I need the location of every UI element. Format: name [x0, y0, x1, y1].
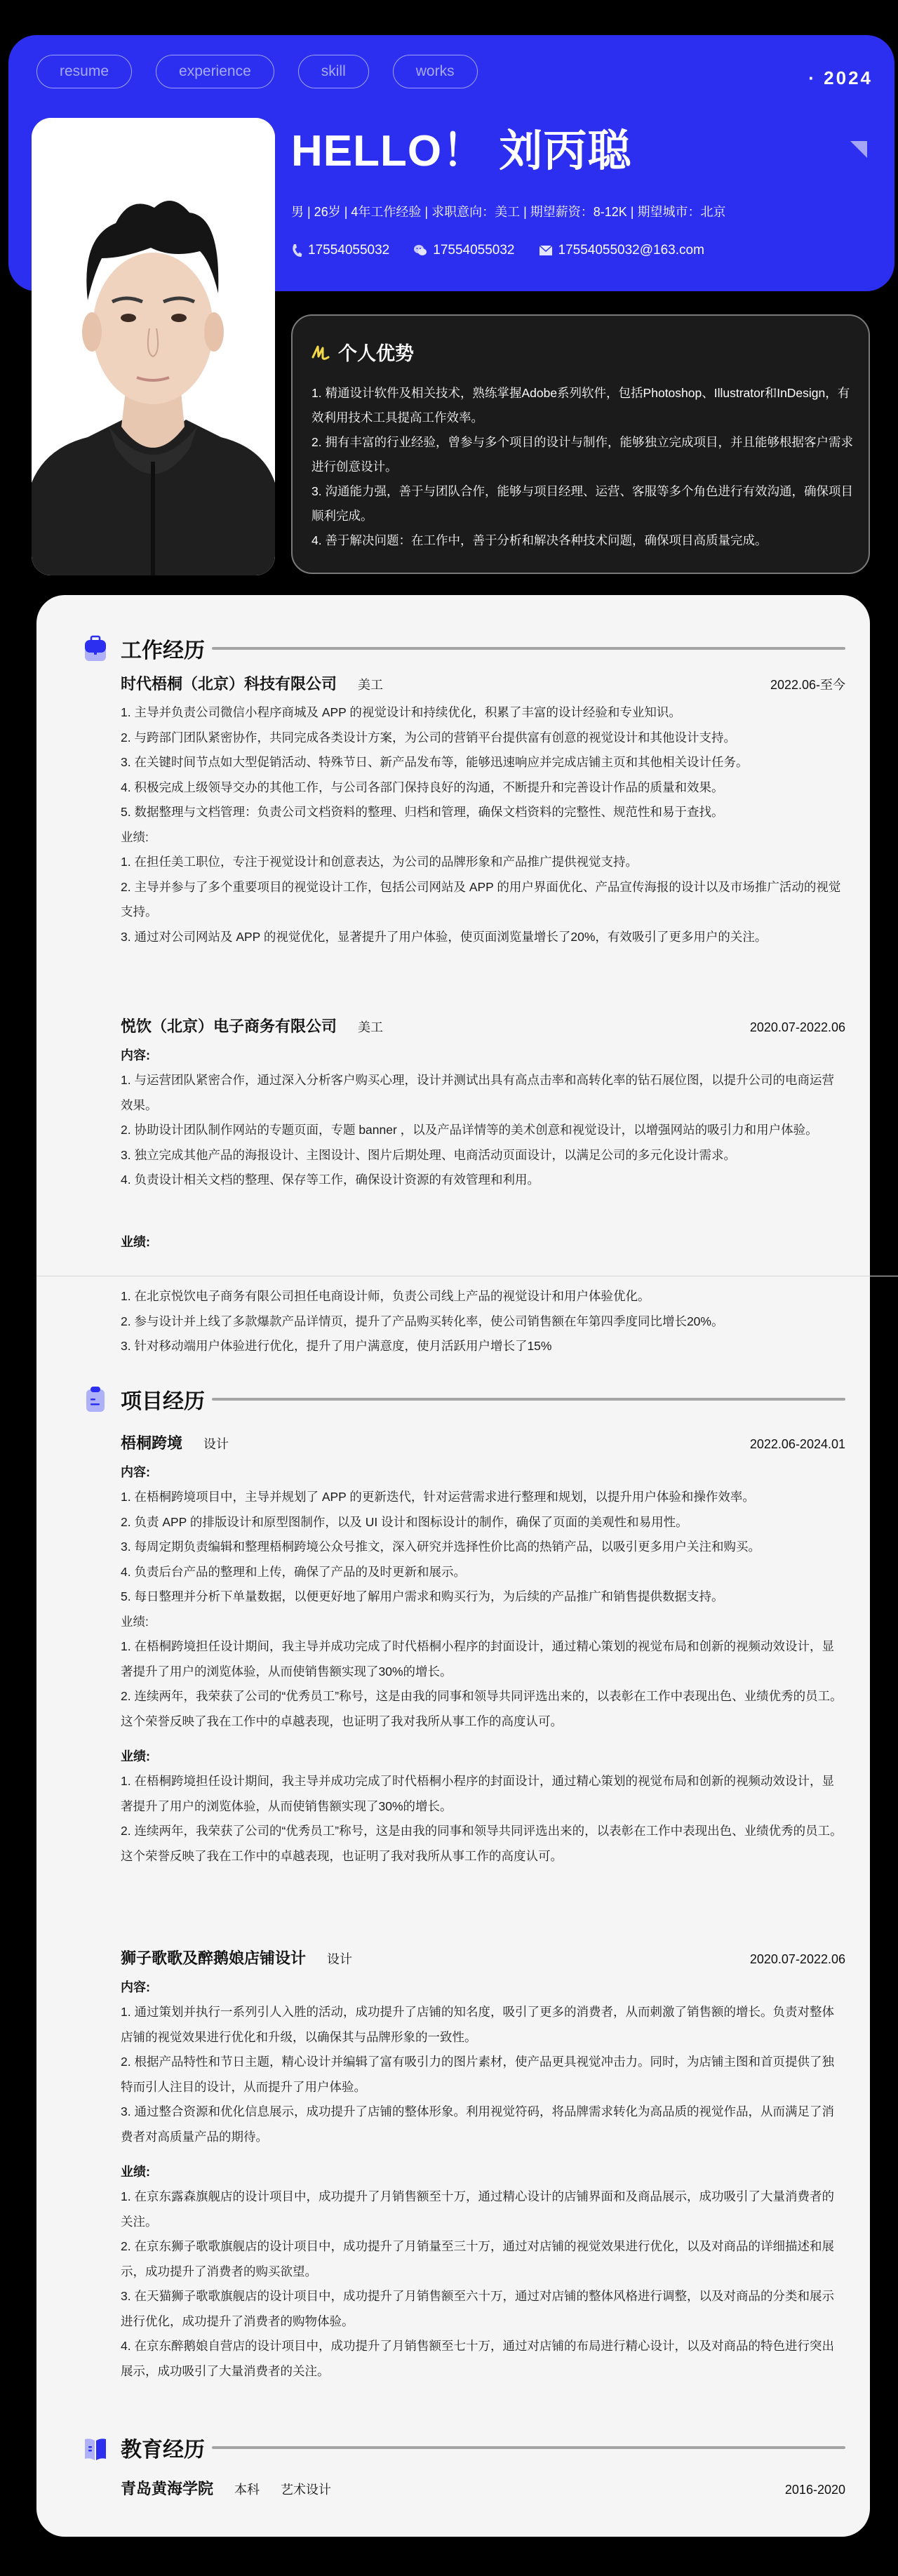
corner-triangle-icon: [850, 141, 867, 158]
job-date: 2020.07-2022.06: [749, 1020, 845, 1034]
top-nav: [36, 55, 478, 88]
job-role: 美工: [358, 678, 384, 692]
achievement-item: 4. 在京东醉鹅娘自营店的设计项目中，成功提升了月销售额至七十万，通过对店铺的布局进行精心设计，以及对商品的特色进行突出展示，成功吸引了大量消费者的关注。: [121, 2339, 834, 2378]
major: 艺术设计: [281, 2483, 332, 2497]
project-header: [121, 1947, 845, 1975]
job-role: 美工: [358, 1020, 384, 1034]
project-name: 梧桐跨境: [121, 1434, 183, 1452]
duty-item: 4. 积极完成上级领导交办的其他工作，与公司各部门保持良好的沟通，不断提升和完善设计作品的质量和效果。: [121, 780, 724, 794]
advantages-heading: [311, 338, 856, 366]
duty-item: 4. 负责后台产品的整理和上传，确保了产品的及时更新和展示。: [121, 1564, 466, 1579]
content-label: 内容:: [121, 1465, 150, 1479]
basic-info: 男 | 26岁 | 4年工作经验 | 求职意向：美工 | 期望薪资：8-12K | 期望城市：北京: [291, 205, 726, 219]
briefcase-icon: [83, 634, 108, 662]
section-projects-heading: [83, 1384, 845, 1415]
contact-wechat[interactable]: [413, 243, 514, 258]
book-icon: [83, 2434, 108, 2462]
duty-item: 3. 通过整合资源和优化信息展示，成功提升了店铺的整体形象。利用视觉符码，将品牌需求转化为高品质的视觉作品，从而满足了消费者对高质量产品的期待。: [121, 2104, 834, 2144]
greeting-title: HELLO！ 刘丙聪: [291, 127, 632, 175]
project-header: [121, 1432, 845, 1460]
duty-item: 1. 主导并负责公司微信小程序商城及 APP 的视觉设计和持续优化，积累了丰富的设计经验和专业知识。: [121, 705, 681, 719]
job-entry: [121, 672, 845, 949]
achievement-item: 1. 在北京悦饮电子商务有限公司担任电商设计师，负责公司线上产品的视觉设计和用户体验优化。: [121, 1289, 650, 1303]
achievements-label: 业绩:: [121, 1749, 150, 1763]
duty-item: 2. 根据产品特性和节日主题，精心设计并编辑了富有吸引力的图片素材，使产品更具视觉冲击力。同时，为店铺主图和首页提供了独特而引人注目的设计，从而提升了用户体验。: [121, 2055, 834, 2094]
project-entry: [121, 1432, 845, 1869]
tab-works[interactable]: works: [393, 55, 478, 88]
contact-phone[interactable]: [291, 243, 389, 258]
projects-title: 项目经历: [121, 1390, 205, 1413]
education-entry: [121, 2477, 845, 2505]
mail-icon: [539, 244, 553, 257]
project-name: 狮子歌歌及醉鹅娘店铺设计: [121, 1949, 307, 1967]
project-date: 2020.07-2022.06: [749, 1952, 845, 1966]
school-name: 青岛黄海学院: [121, 2480, 214, 2497]
profile-photo: [32, 118, 275, 575]
achievement-item: 1. 在担任美工职位，专注于视觉设计和创意表达，为公司的品牌形象和产品推广提供视觉支持。: [121, 855, 638, 869]
company-name: 时代梧桐（北京）科技有限公司: [121, 675, 337, 693]
duty-item: 1. 与运营团队紧密合作，通过深入分析客户购买心理，设计并测试出具有高点击率和高转化率的钻石展位图，以提升公司的电商运营效果。: [121, 1073, 834, 1112]
contact-list: [291, 243, 704, 258]
content-label: 内容:: [121, 1048, 150, 1062]
education-title: 教育经历: [121, 2438, 205, 2462]
achievement-item: 3. 在天猫狮子歌歌旗舰店的设计项目中，成功提升了月销售额至六十万，通过对店铺的整体风格进行调整，以及对商品的分类和展示进行优化，成功提升了消费者的购物体验。: [121, 2289, 834, 2328]
education-header: [121, 2477, 845, 2505]
achievement-item: 2. 主导并参与了多个重要项目的视觉设计工作，包括公司网站及 APP 的用户界面优化、产品宣传海报的设计以及市场推广活动的视觉支持。: [121, 879, 841, 919]
achievements-label: 业绩:: [121, 829, 149, 844]
duty-item: 3. 独立完成其他产品的海报设计、主图设计、图片后期处理、电商活动页面设计，以满足公司的多元化设计需求。: [121, 1147, 736, 1162]
tab-resume[interactable]: resume: [36, 55, 132, 88]
project-achievements: [121, 2184, 845, 2384]
achievement-item: 3. 通过对公司网站及 APP 的视觉优化，显著提升了用户体验，使页面浏览量增长了20%，有效吸引了更多用户的关注。: [121, 929, 768, 944]
project-role: 设计: [203, 1437, 229, 1451]
tab-experience[interactable]: experience: [156, 55, 274, 88]
duty-item: 5. 数据整理与文档管理：负责公司文档资料的整理、归档和管理，确保文档资料的完整性、规范性和易于查找。: [121, 805, 724, 819]
duty-item: 2. 负责 APP 的排版设计和原型图制作，以及 UI 设计和图标设计的制作，确保了页面的美观性和易用性。: [121, 1514, 688, 1529]
section-rule: [212, 647, 845, 650]
clipboard-icon: [83, 1385, 108, 1413]
work-title: 工作经历: [121, 639, 205, 662]
section-rule: [212, 2446, 845, 2449]
phone-number: 17554055032: [308, 243, 390, 258]
duty-item: 2. 协助设计团队制作网站的专题页面，专题 banner ，以及产品详情等的美术创意和视觉设计，以增强网站的吸引力和用户体验。: [121, 1123, 818, 1137]
project-entry: [121, 1947, 845, 2384]
duty-item: 3. 在关键时间节点如大型促销活动、特殊节日、新产品发布等，能够迅速响应并完成店铺主页和其他相关设计任务。: [121, 755, 749, 769]
section-rule: [212, 1398, 845, 1401]
project-achievements: [121, 1769, 845, 1869]
job-date: 2022.06-至今: [770, 678, 845, 692]
section-education-heading: [83, 2432, 845, 2463]
duty-item: 2. 与跨部门团队紧密协作，共同完成各类设计方案，为公司的营销平台提供富有创意的视觉设计和其他设计支持。: [121, 730, 736, 745]
wechat-icon: [413, 244, 427, 257]
achievement-item: 2. 连续两年，我荣获了公司的“优秀员工”称号，这是由我的同事和领导共同评选出来的，以表彰在工作中表现出色、业绩优秀的员工。这个荣誉反映了我在工作中的卓越表现，也证明了我对我所从事工作的高度认可。: [121, 1824, 843, 1863]
advantages-list: [311, 381, 856, 553]
achievement-item: 1. 在梧桐跨境担任设计期间，我主导并成功完成了时代梧桐小程序的封面设计，通过精心策划的视觉布局和创新的视频动效设计，显著提升了用户的浏览体验，从而使销售额实现了30%的增长。: [121, 1774, 834, 1813]
company-name: 悦饮（北京）电子商务有限公司: [121, 1017, 337, 1035]
content-label: 内容:: [121, 1980, 150, 1994]
achievements-label: 业绩:: [121, 1235, 150, 1249]
advantage-item: 1. 精通设计软件及相关技术，熟练掌握Adobe系列软件，包括Photoshop、Illustrator和InDesign，有效利用技术工具提高工作效率。: [311, 386, 850, 425]
job-entry: [121, 1015, 845, 1193]
education-date: 2016-2020: [784, 2483, 845, 2497]
advantage-item: 2. 拥有丰富的行业经验，曾参与多个项目的设计与制作，能够独立完成项目，并且能够根据客户需求进行创意设计。: [311, 435, 853, 474]
job-header: [121, 672, 845, 700]
email-address: 17554055032@163.com: [558, 243, 704, 258]
achievements-label: 业绩:: [121, 1614, 149, 1629]
achievement-item: 3. 针对移动端用户体验进行优化，提升了用户满意度，使月活跃用户增长了15%: [121, 1339, 552, 1353]
squiggle-icon: [311, 343, 331, 361]
project-duties: [121, 2000, 845, 2149]
advantage-item: 3. 沟通能力强，善于与团队合作，能够与项目经理、运营、客服等多个角色进行有效沟通，确保项目顺利完成。: [311, 484, 853, 523]
project-duties: [121, 1485, 845, 1734]
contact-email[interactable]: [539, 243, 704, 258]
duty-item: 4. 负责设计相关文档的整理、保存等工作，确保设计资源的有效管理和利用。: [121, 1173, 540, 1187]
project-role: 设计: [327, 1952, 353, 1966]
duty-item: 1. 在梧桐跨境项目中，主导并规划了 APP 的更新迭代，针对运营需求进行整理和规划，以提升用户体验和操作效率。: [121, 1490, 755, 1504]
project-date: 2022.06-2024.01: [749, 1437, 845, 1451]
duty-item: 5. 每日整理并分析下单量数据，以便更好地了解用户需求和购买行为，为后续的产品推广和销售提供数据支持。: [121, 1589, 724, 1603]
achievements-label: 业绩:: [121, 2165, 150, 2179]
achievement-item: 1. 在京东露森旗舰店的设计项目中，成功提升了月销售额至十万，通过精心设计的店铺界面和及商品展示，成功吸引了大量消费者的关注。: [121, 2189, 834, 2229]
year-label: · 2024: [808, 67, 873, 88]
duty-item: 1. 通过策划并执行一系列引人入胜的活动，成功提升了店铺的知名度，吸引了更多的消费者，从而刺激了销售额的增长。负责对整体店铺的视觉效果进行优化和升级，以确保其与品牌形象的一致性。: [121, 2005, 834, 2044]
achievement-item: 2. 连续两年，我荣获了公司的“优秀员工”称号，这是由我的同事和领导共同评选出来的，以表彰在工作中表现出色、业绩优秀的员工。这个荣誉反映了我在工作中的卓越表现，也证明了我对我所从事工作的高度认可。: [121, 1689, 843, 1728]
advantage-item: 4. 善于解决问题：在工作中，善于分析和解决各种技术问题，确保项目高质量完成。: [311, 533, 768, 547]
tab-skill[interactable]: skill: [298, 55, 369, 88]
achievement-item: 2. 在京东狮子歌歌旗舰店的设计项目中，成功提升了月销量至三十万，通过对店铺的视觉效果进行优化，以及对商品的详细描述和展示，成功提升了消费者的购买欲望。: [121, 2239, 834, 2278]
job-achievements: [121, 1284, 845, 1359]
duty-item: 3. 每周定期负责编辑和整理梧桐跨境公众号推文，深入研究并选择性价比高的热销产品，以吸引更多用户关注和购买。: [121, 1540, 760, 1554]
achievement-item: 1. 在梧桐跨境担任设计期间，我主导并成功完成了时代梧桐小程序的封面设计，通过精心策划的视觉布局和创新的视频动效设计，显著提升了用户的浏览体验，从而使销售额实现了30%的增长。: [121, 1639, 834, 1679]
achievement-item: 2. 参与设计并上线了多款爆款产品详情页，提升了产品购买转化率，使公司销售额在年第四季度同比增长20%。: [121, 1314, 724, 1328]
portrait-image: [32, 118, 275, 575]
wechat-id: 17554055032: [433, 243, 515, 258]
job-header: [121, 1015, 845, 1043]
job-duties: [121, 1068, 845, 1193]
section-work-heading: [83, 633, 845, 664]
personal-advantages-card: [291, 314, 870, 574]
phone-icon: [291, 243, 302, 258]
degree: 本科: [234, 2483, 260, 2497]
advantages-title: 个人优势: [338, 343, 414, 364]
job-duties: [121, 700, 845, 949]
